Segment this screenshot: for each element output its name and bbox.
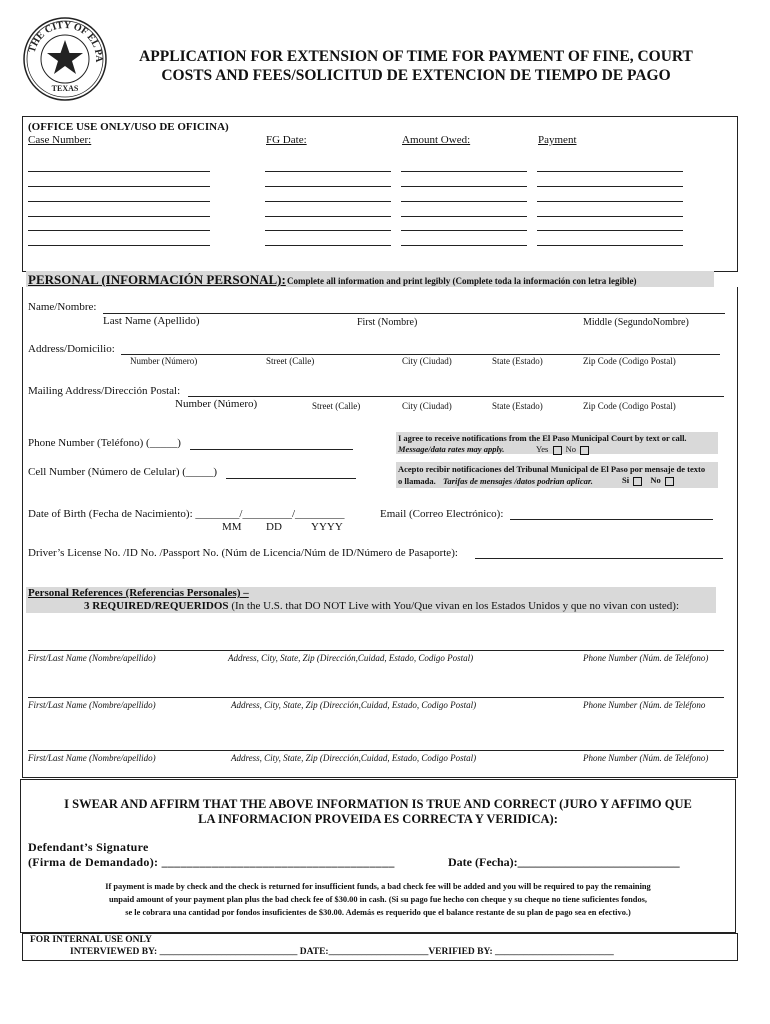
reference-1-name-caption: First/Last Name (Nombre/apellido): [28, 653, 156, 663]
dob-label: Date of Birth (Fecha de Nacimiento): ________/_________/_________: [28, 508, 345, 520]
svg-text:THE CITY OF EL PASO: THE CITY OF EL PA: [26, 19, 105, 63]
consent-yes-label: Yes: [536, 444, 549, 454]
references-required-bold: 3 REQUIRED/REQUERIDOS: [84, 600, 229, 612]
consent-es-note: Tarifas de mensajes /datos podrian aplicar.: [443, 476, 593, 486]
license-label: Driver’s License No. /ID No. /Passport No. (Núm de Licencia/Núm de ID/Número de Pasaporte):: [28, 547, 458, 559]
email-field[interactable]: [510, 519, 713, 520]
references-heading: Personal References (Referencias Personales) –: [28, 587, 249, 599]
affirm-line-1: I SWEAR AND AFFIRM THAT THE ABOVE INFORMATION IS TRUE AND CORRECT (JURO Y AFFIMO QUE: [64, 797, 692, 811]
dob-yyyy: YYYY: [311, 521, 343, 533]
reference-3-address-caption: Address, City, State, Zip (Dirección,Cuidad, Estado, Codigo Postal): [231, 753, 477, 763]
last-name-caption: Last Name (Apellido): [103, 315, 200, 327]
consent-si-checkbox[interactable]: [633, 477, 642, 486]
email-label: Email (Correo Electrónico):: [380, 508, 504, 520]
internal-use-fields[interactable]: INTERVIEWED BY: _____________________________ DATE:_____________________VERIFIED BY: _________________________: [70, 947, 614, 957]
phone-field[interactable]: [190, 449, 353, 450]
address-number-caption: Number (Número): [130, 356, 198, 366]
dob-dd: DD: [266, 521, 282, 533]
mailing-number-caption: Number (Número): [175, 398, 258, 410]
mailing-state-caption: State (Estado): [492, 401, 543, 411]
payment-label: Payment: [538, 134, 577, 146]
references-required-rest: (In the U.S. that DO NOT Live with You/Que vivan en los Estados Unidos y que no vivan con usted):: [231, 600, 680, 612]
consent-en-yes-option: [536, 444, 591, 455]
address-city-caption: City (Ciudad): [402, 356, 452, 366]
svg-text:TEXAS: TEXAS: [51, 84, 79, 93]
bad-check-notice-1: If payment is made by check and the check is returned for insufficient funds, a bad check fee will be added and you will be required to pay the remaining: [105, 882, 651, 891]
address-field[interactable]: [121, 354, 720, 355]
phone-label: Phone Number (Teléfono) (_____): [28, 437, 181, 449]
cell-field[interactable]: [226, 478, 356, 479]
consent-no-label: No: [565, 444, 577, 454]
office-use-heading: (OFFICE USE ONLY/USO DE OFICINA): [28, 121, 229, 133]
reference-2-name-caption: First/Last Name (Nombre/apellido): [28, 700, 156, 710]
case-number-label: Case Number:: [28, 134, 92, 146]
reference-3-name-caption: First/Last Name (Nombre/apellido): [28, 753, 156, 763]
bad-check-notice-3: se le cobrara una cantidad por fondos insuficientes de $30.00. Además es requerido que el balance restante de su plan de pago sea en efectivo.): [125, 908, 631, 917]
consent-no-es-checkbox[interactable]: [665, 477, 674, 486]
reference-2-phone-caption: Phone Number (Núm. de Teléfono: [583, 700, 706, 710]
cell-label: Cell Number (Número de Celular) (_____): [28, 466, 218, 478]
personal-heading: PERSONAL (INFORMACIÓN PERSONAL):: [28, 272, 286, 287]
mailing-address-field[interactable]: [188, 396, 724, 397]
form-title-line-1: APPLICATION FOR EXTENSION OF TIME FOR PAYMENT OF FINE, COURT: [139, 48, 693, 65]
consent-yes-checkbox[interactable]: [553, 446, 562, 455]
reference-1-phone-caption: Phone Number (Núm. de Teléfono): [583, 653, 709, 663]
mailing-address-label: Mailing Address/Dirección Postal:: [28, 385, 181, 397]
fg-date-label: FG Date:: [266, 134, 307, 146]
reference-2-line[interactable]: [28, 697, 724, 698]
first-name-caption: First (Nombre): [357, 317, 418, 328]
address-state-caption: State (Estado): [492, 356, 543, 366]
office-use-box: [22, 116, 738, 272]
consent-si-label: Si: [622, 475, 630, 485]
middle-name-caption: Middle (SegundoNombre): [583, 317, 689, 328]
reference-3-phone-caption: Phone Number (Núm. de Teléfono): [583, 753, 709, 763]
consent-no-checkbox[interactable]: [580, 446, 589, 455]
signature-field[interactable]: (Firma de Demandado): _____________________________________: [28, 855, 395, 869]
consent-en-text: I agree to receive notifications from the El Paso Municipal Court by text or call.: [398, 433, 687, 443]
mailing-city-caption: City (Ciudad): [402, 401, 452, 411]
amount-owed-label: Amount Owed:: [402, 134, 471, 146]
address-street-caption: Street (Calle): [266, 356, 315, 366]
mailing-zip-caption: Zip Code (Codigo Postal): [583, 401, 676, 411]
affirm-line-2: LA INFORMACION PROVEIDA ES CORRECTA Y VERIDICA):: [198, 812, 558, 826]
form-title-line-2: COSTS AND FEES/SOLICITUD DE EXTENCION DE TIEMPO DE PAGO: [161, 67, 671, 84]
internal-use-heading: FOR INTERNAL USE ONLY: [30, 935, 152, 945]
date-field[interactable]: Date (Fecha):___________________________: [448, 855, 680, 869]
references-required: [84, 600, 679, 612]
reference-3-line[interactable]: [28, 750, 724, 751]
name-label: Name/Nombre:: [28, 301, 97, 313]
mailing-street-caption: Street (Calle): [312, 401, 361, 411]
address-zip-caption: Zip Code (Codigo Postal): [583, 356, 676, 366]
signature-label: Defendant’s Signature: [28, 840, 149, 854]
bad-check-notice-2: unpaid amount of your payment plan plus the bad check fee of $30.00 in cash. (Si su pago fue hecho con cheque y su cheque no tiene suficientes fondos,: [108, 895, 647, 904]
personal-instruction: Complete all information and print legibly (Complete toda la información con letra legible): [287, 276, 637, 286]
dob-mm: MM: [222, 521, 242, 533]
license-field[interactable]: [475, 558, 723, 559]
consent-es-options: [622, 475, 676, 486]
city-seal-logo: [22, 16, 108, 102]
consent-en-note: Message/data rates may apply.: [398, 444, 505, 454]
reference-2-address-caption: Address, City, State, Zip (Dirección,Cuidad, Estado, Codigo Postal): [231, 700, 477, 710]
address-label: Address/Domicilio:: [28, 343, 115, 355]
name-field[interactable]: [103, 313, 725, 314]
reference-1-line[interactable]: [28, 650, 724, 651]
reference-1-address-caption: Address, City, State, Zip (Dirección,Cuidad, Estado, Codigo Postal): [228, 653, 474, 663]
consent-es-text: Acepto recibir notificaciones del Tribunal Municipal de El Paso por mensaje de texto: [398, 464, 706, 474]
consent-es-text-2: o llamada.: [398, 476, 436, 486]
consent-no-es-label: No: [650, 475, 661, 485]
